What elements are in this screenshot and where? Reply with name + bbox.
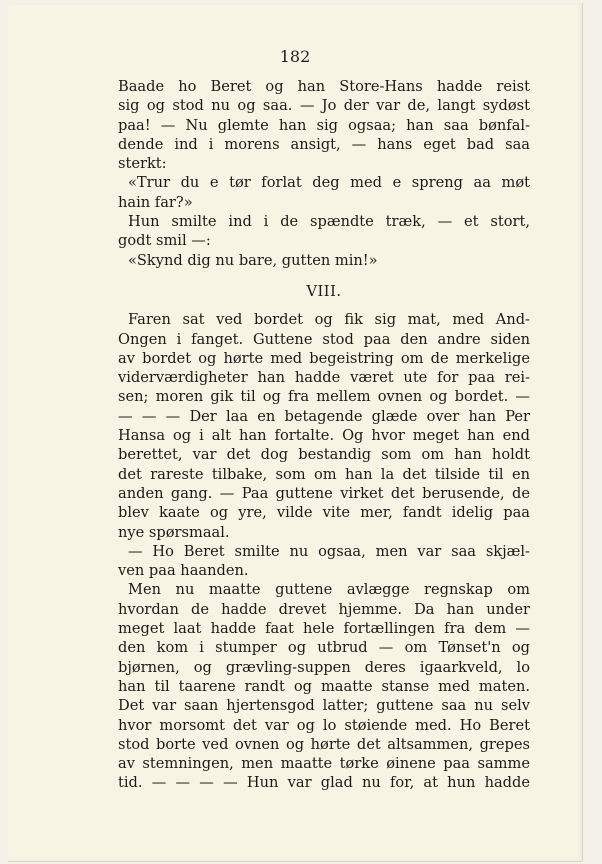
text-line: blev kaate og yre, vilde vite mer, fandt idelig paa <box>118 504 530 522</box>
book-page <box>8 3 583 862</box>
page-number: 182 <box>279 47 311 66</box>
text-line: godt smil —: <box>118 232 211 250</box>
text-line: ven paa haanden. <box>118 562 249 580</box>
text-line: sterkt: <box>118 155 167 173</box>
text-line: av stemningen, men maatte tørke øinene paa samme <box>118 755 530 773</box>
text-line: bjørnen, og grævling-suppen deres igaarkveld, lo <box>118 658 530 676</box>
text-line: — Ho Beret smilte nu ogsaa, men var saa skjæl- <box>128 542 530 560</box>
text-line: dende ind i morens ansigt, — hans eget bad saa <box>118 135 530 153</box>
text-line: stod borte ved ovnen og hørte det altsammen, grepes <box>118 735 530 753</box>
text-line: tid. — — — — Hun var glad nu for, at hun hadde <box>118 774 530 792</box>
text-line: Faren sat ved bordet og fik sig mat, med And- <box>128 311 530 329</box>
text-line: anden gang. — Paa guttene virket det berusende, de <box>118 484 530 502</box>
chapter-heading: VIII. <box>306 282 342 300</box>
text-line: Baade ho Beret og han Store-Hans hadde reist <box>118 78 530 95</box>
text-line: «Trur du e tør forlat deg med e spreng aa møt <box>128 174 530 192</box>
text-line: hvordan de hadde drevet hjemme. Da han under <box>118 600 530 618</box>
text-line: Men nu maatte guttene avlægge regnskap om <box>128 581 530 599</box>
text-line: paa! — Nu glemte han sig ogsaa; han saa bønfal- <box>118 116 530 134</box>
text-line: nye spørsmaal. <box>118 523 230 541</box>
text-line: sen; moren gik til og fra mellem ovnen og bordet. — <box>118 388 530 406</box>
page-text <box>118 77 530 793</box>
text-line: han til taarene randt og maatte stanse med maten. <box>118 677 530 695</box>
text-line: det rareste tilbake, som om han la det tilside til en <box>118 465 530 483</box>
text-line: meget laat hadde faat hele fortællingen fra dem — <box>118 620 530 638</box>
text-line: Hansa og i alt han fortalte. Og hvor meget han end <box>118 427 530 445</box>
text-line: berettet, var det dog bestandig som om han holdt <box>118 446 530 464</box>
text-line: Det var saan hjertensgod latter; guttene saa nu selv <box>118 697 530 715</box>
text-line: den kom i stumper og utbrud — om Tønset'n og <box>118 639 530 657</box>
text-line: Ongen i fanget. Guttene stod paa den andre siden <box>118 330 530 348</box>
text-line: hain far?» <box>118 193 193 211</box>
text-line: viderværdigheter han hadde været ute for paa rei- <box>118 369 530 387</box>
text-line: Hun smilte ind i de spændte træk, — et stort, <box>128 213 530 231</box>
text-line: sig og stod nu og saa. — Jo der var de, langt sydøst <box>118 97 530 115</box>
text-line: «Skynd dig nu bare, gutten min!» <box>128 251 378 269</box>
text-line: — — — Der laa en betagende glæde over han Per <box>118 407 530 425</box>
text-line: hvor morsomt det var og lo støiende med. Ho Beret <box>118 716 530 734</box>
text-line: av bordet og hørte med begeistring om de merkelige <box>118 349 530 367</box>
